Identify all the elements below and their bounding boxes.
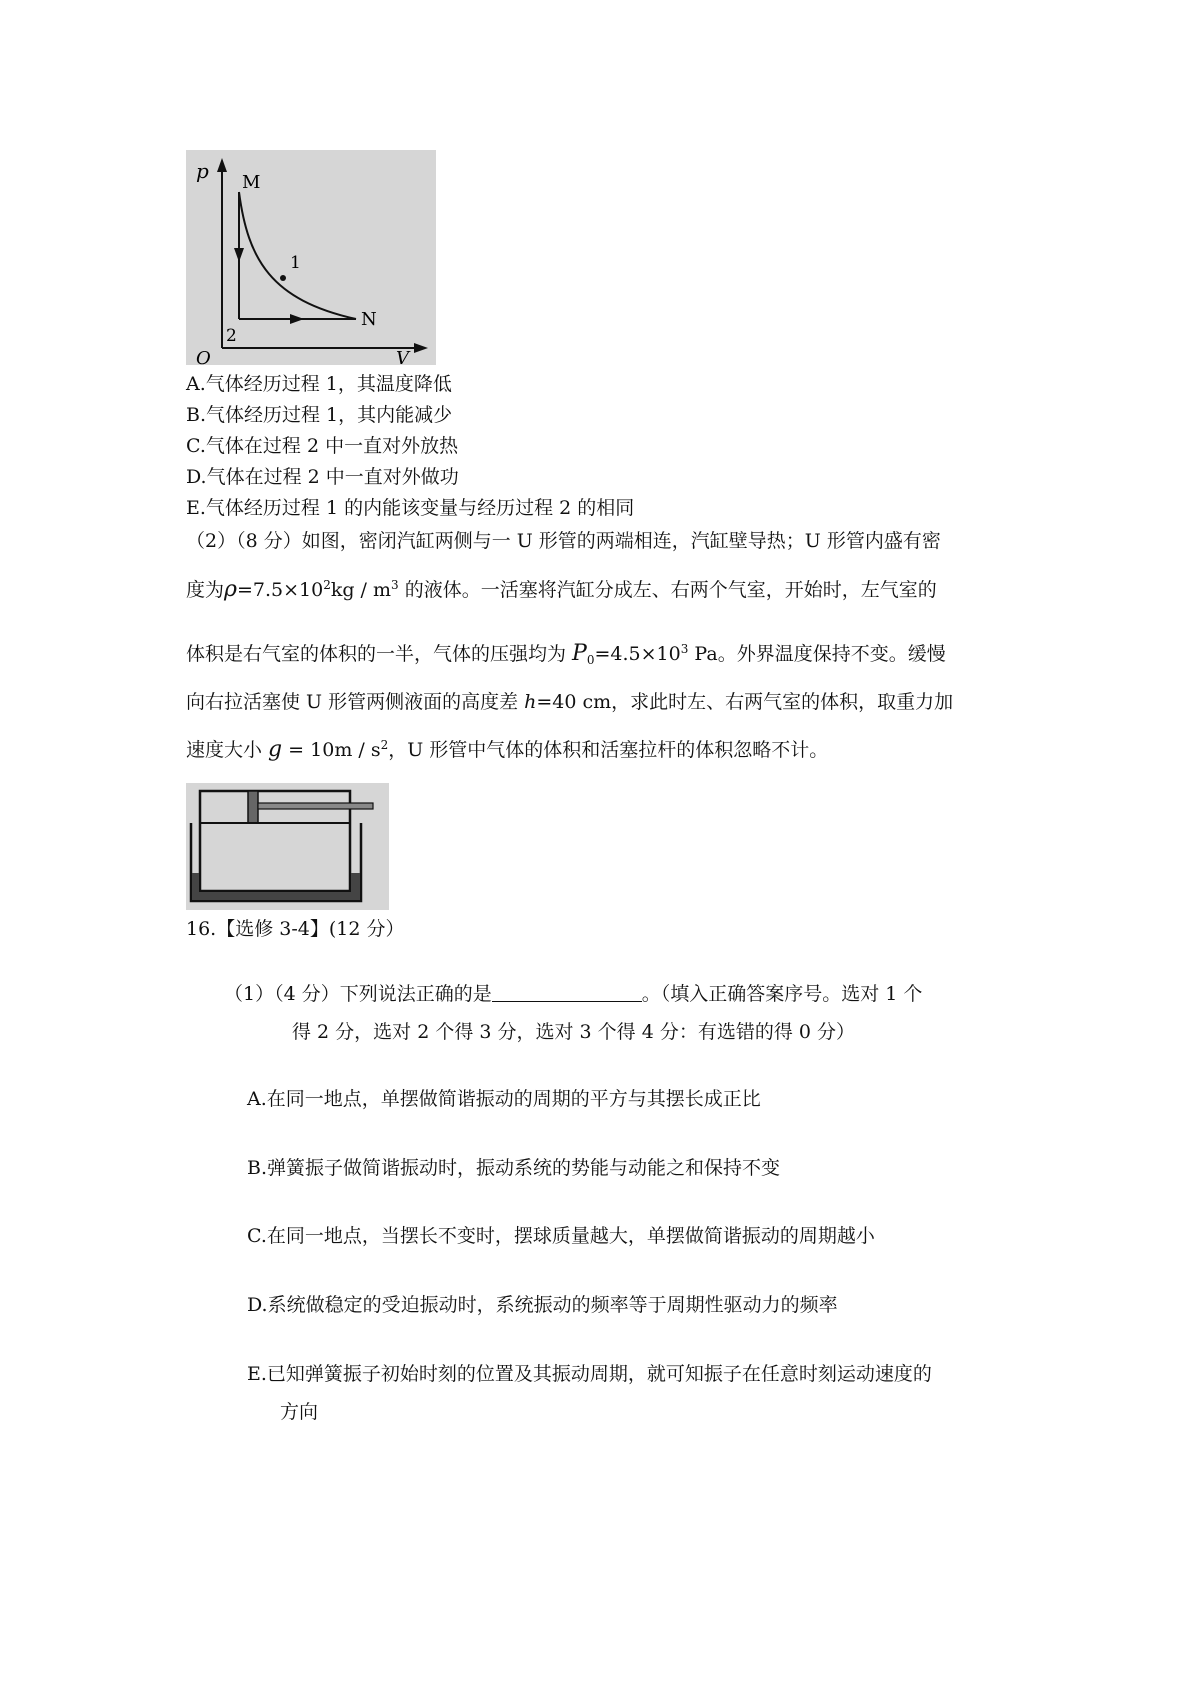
p0-value: =4.5×10 (594, 643, 681, 665)
q15-part2-line4 (186, 688, 953, 716)
q16-part1-pre: （1）（4 分）下列说法正确的是 (224, 983, 492, 1005)
p-axis-label: p (196, 159, 209, 183)
process-2-right-arrow (290, 314, 304, 324)
q15-part2-line5 (186, 736, 828, 764)
q15-line3-pre: 体积是右气室的体积的一半，气体的压强均为 (186, 643, 573, 665)
q16-part1-line1 (224, 980, 922, 1008)
q15-option-a: A.气体经历过程 1，其温度降低 (186, 373, 452, 395)
q15-line5-post: ，U 形管中气体的体积和活塞拉杆的体积忽略不计。 (388, 739, 829, 761)
q15-option-c: C.气体在过程 2 中一直对外放热 (186, 435, 459, 457)
rho-unit-exponent: 3 (391, 578, 399, 592)
q16-option-b: B.弹簧振子做简谐振动时，振动系统的势能与动能之和保持不变 (247, 1157, 781, 1179)
q15-option-e: E.气体经历过程 1 的内能该变量与经历过程 2 的相同 (186, 497, 635, 519)
p0-symbol: P (572, 641, 587, 666)
q16-option-a: A.在同一地点，单摆做简谐振动的周期的平方与其摆长成正比 (247, 1088, 761, 1110)
h-symbol: h (524, 691, 537, 713)
q16-option-d: D.系统做稳定的受迫振动时，系统振动的频率等于周期性驱动力的频率 (247, 1294, 838, 1316)
g-exponent: 2 (380, 738, 389, 752)
q15-line5-pre: 速度大小 (186, 739, 269, 761)
piston (248, 791, 258, 823)
q16-part1-line2: 得 2 分，选对 2 个得 3 分，选对 3 个得 4 分：有选错的得 0 分） (292, 1021, 856, 1043)
v-axis-arrow (414, 343, 428, 353)
p-axis-arrow (217, 158, 227, 172)
u-tube-inner (200, 823, 350, 891)
cylinder-utube-figure (186, 783, 389, 910)
q16-option-e-continued: 方向 (280, 1401, 319, 1423)
q15-line4-pre: 向右拉活塞使 U 形管两侧液面的高度差 (186, 691, 525, 713)
origin-label: O (196, 348, 211, 365)
process-1-label: 1 (290, 253, 301, 273)
point-m-label: M (242, 172, 261, 193)
process-2-down-arrow (234, 248, 244, 262)
process-2-label: 2 (226, 326, 237, 346)
q16-option-c: C.在同一地点，当摆长不变时，摆球质量越大，单摆做简谐振动的周期越小 (247, 1225, 875, 1247)
q15-option-d: D.气体在过程 2 中一直对外做功 (186, 466, 459, 488)
rho-value: =7.5×10 (236, 579, 324, 601)
point-n-label: N (361, 309, 377, 330)
q15-line3-post: 。外界温度保持不变。缓慢 (717, 643, 946, 665)
q16-heading: 16.【选修 3-4】(12 分） (186, 918, 405, 940)
p0-unit: Pa (688, 643, 718, 665)
q15-part2-line1: （2）（8 分）如图，密闭汽缸两侧与一 U 形管的两端相连，汽缸壁导热；U 形管内盛有密 (186, 530, 941, 552)
g-symbol: g (268, 737, 283, 762)
q16-option-e: E.已知弹簧振子初始时刻的位置及其振动周期，就可知振子在任意时刻运动速度的 (247, 1363, 932, 1385)
q15-line2-pre: 度为 (186, 579, 225, 601)
p0-exponent: 3 (680, 642, 689, 656)
piston-rod (258, 803, 373, 809)
process-1-point (280, 275, 286, 281)
q15-part2-line2 (186, 576, 937, 604)
g-value: = 10m / s (282, 739, 381, 761)
rho-exponent: 2 (323, 578, 331, 592)
q16-part1-post: 。（填入正确答案序号。选对 1 个 (641, 983, 923, 1005)
q15-line4-post: =40 cm，求此时左、右两气室的体积，取重力加 (536, 691, 954, 713)
u-tube-outer (191, 823, 361, 901)
cylinder-utube-svg (186, 783, 389, 910)
u-tube-liquid (192, 873, 360, 900)
answer-blank[interactable] (492, 981, 642, 1002)
q15-option-b: B.气体经历过程 1，其内能减少 (186, 404, 453, 426)
rho-unit: kg / m (330, 579, 392, 601)
v-axis-label: V (396, 348, 409, 365)
rho-symbol: ρ (224, 577, 237, 602)
pv-diagram-figure (186, 150, 436, 365)
pv-diagram-svg (186, 150, 436, 365)
q15-part2-line3 (186, 640, 946, 668)
p0-subscript: 0 (586, 653, 595, 667)
q15-line2-post: 的液体。一活塞将汽缸分成左、右两个气室，开始时，左气室的 (398, 579, 937, 601)
